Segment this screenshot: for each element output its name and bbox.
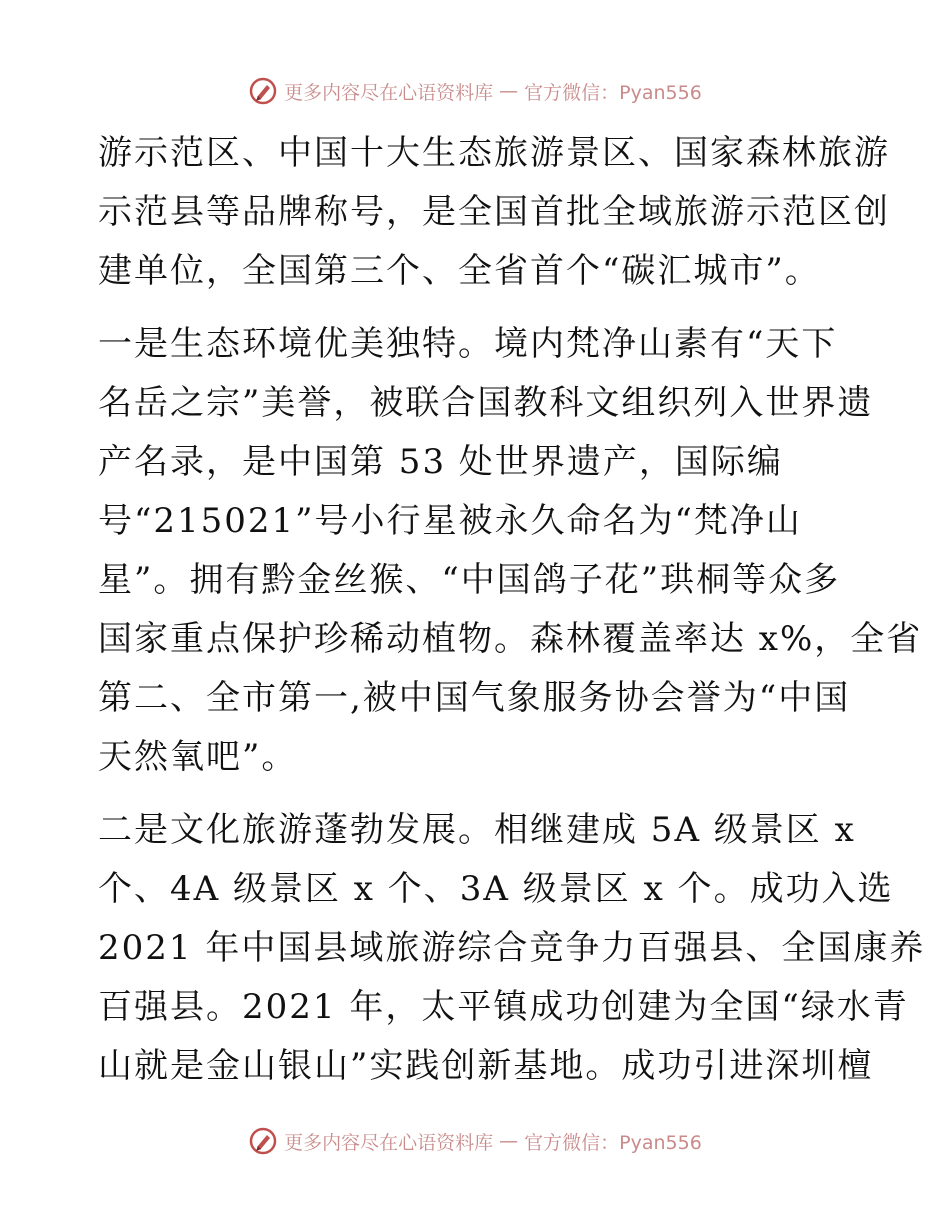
text-line: 山就是金山银山”实践创新基地。成功引进深圳檀 bbox=[98, 1046, 874, 1086]
text-line: 建单位，全国第三个、全省首个“碳汇城市”。 bbox=[98, 251, 821, 291]
text-line: 天然氧吧”。 bbox=[98, 737, 298, 777]
text-line: 名岳之宗”美誉，被联合国教科文组织列入世界遗 bbox=[98, 383, 874, 423]
pen-logo-icon bbox=[248, 1126, 278, 1156]
watermark-contact: 官方微信：Pyan556 bbox=[524, 1131, 702, 1154]
text-line: 产名录，是中国第 53 处世界遗产，国际编 bbox=[98, 442, 783, 482]
footer-watermark bbox=[0, 1126, 950, 1156]
pen-logo-icon bbox=[248, 76, 278, 106]
paragraph-tourism bbox=[98, 801, 926, 1096]
text-line: 个、4A 级景区 x 个、3A 级景区 x 个。成功入选 bbox=[98, 869, 894, 909]
text-line: 号“215021”号小行星被永久命名为“梵净山 bbox=[98, 501, 802, 541]
text-line: 星”。拥有黔金丝猴、“中国鸽子花”珙桐等众多 bbox=[98, 560, 841, 600]
watermark-text: 更多内容尽在心语资料库 bbox=[284, 81, 494, 104]
text-line: 一是生态环境优美独特。境内梵净山素有“天下 bbox=[98, 324, 838, 364]
paragraph-ecology bbox=[98, 315, 923, 787]
watermark-contact: 官方微信：Pyan556 bbox=[524, 81, 702, 104]
text-line: 示范县等品牌称号，是全国首批全域旅游示范区创 bbox=[98, 192, 890, 232]
text-line: 国家重点保护珍稀动植物。森林覆盖率达 x%，全省 bbox=[98, 619, 923, 659]
watermark-dash: — bbox=[499, 1130, 519, 1152]
paragraph-intro-continuation bbox=[98, 124, 890, 301]
text-line: 2021 年中国县域旅游综合竞争力百强县、全国康养 bbox=[98, 928, 926, 968]
text-line: 游示范区、中国十大生态旅游景区、国家森林旅游 bbox=[98, 133, 890, 173]
watermark-text: 更多内容尽在心语资料库 bbox=[284, 1131, 494, 1154]
watermark-dash: — bbox=[499, 80, 519, 102]
document-body bbox=[98, 124, 926, 1096]
header-watermark bbox=[0, 76, 950, 106]
text-line: 百强县。2021 年，太平镇成功创建为全国“绿水青 bbox=[98, 987, 909, 1027]
text-line: 二是文化旅游蓬勃发展。相继建成 5A 级景区 x bbox=[98, 810, 856, 850]
text-line: 第二、全市第一,被中国气象服务协会誉为“中国 bbox=[98, 678, 851, 718]
